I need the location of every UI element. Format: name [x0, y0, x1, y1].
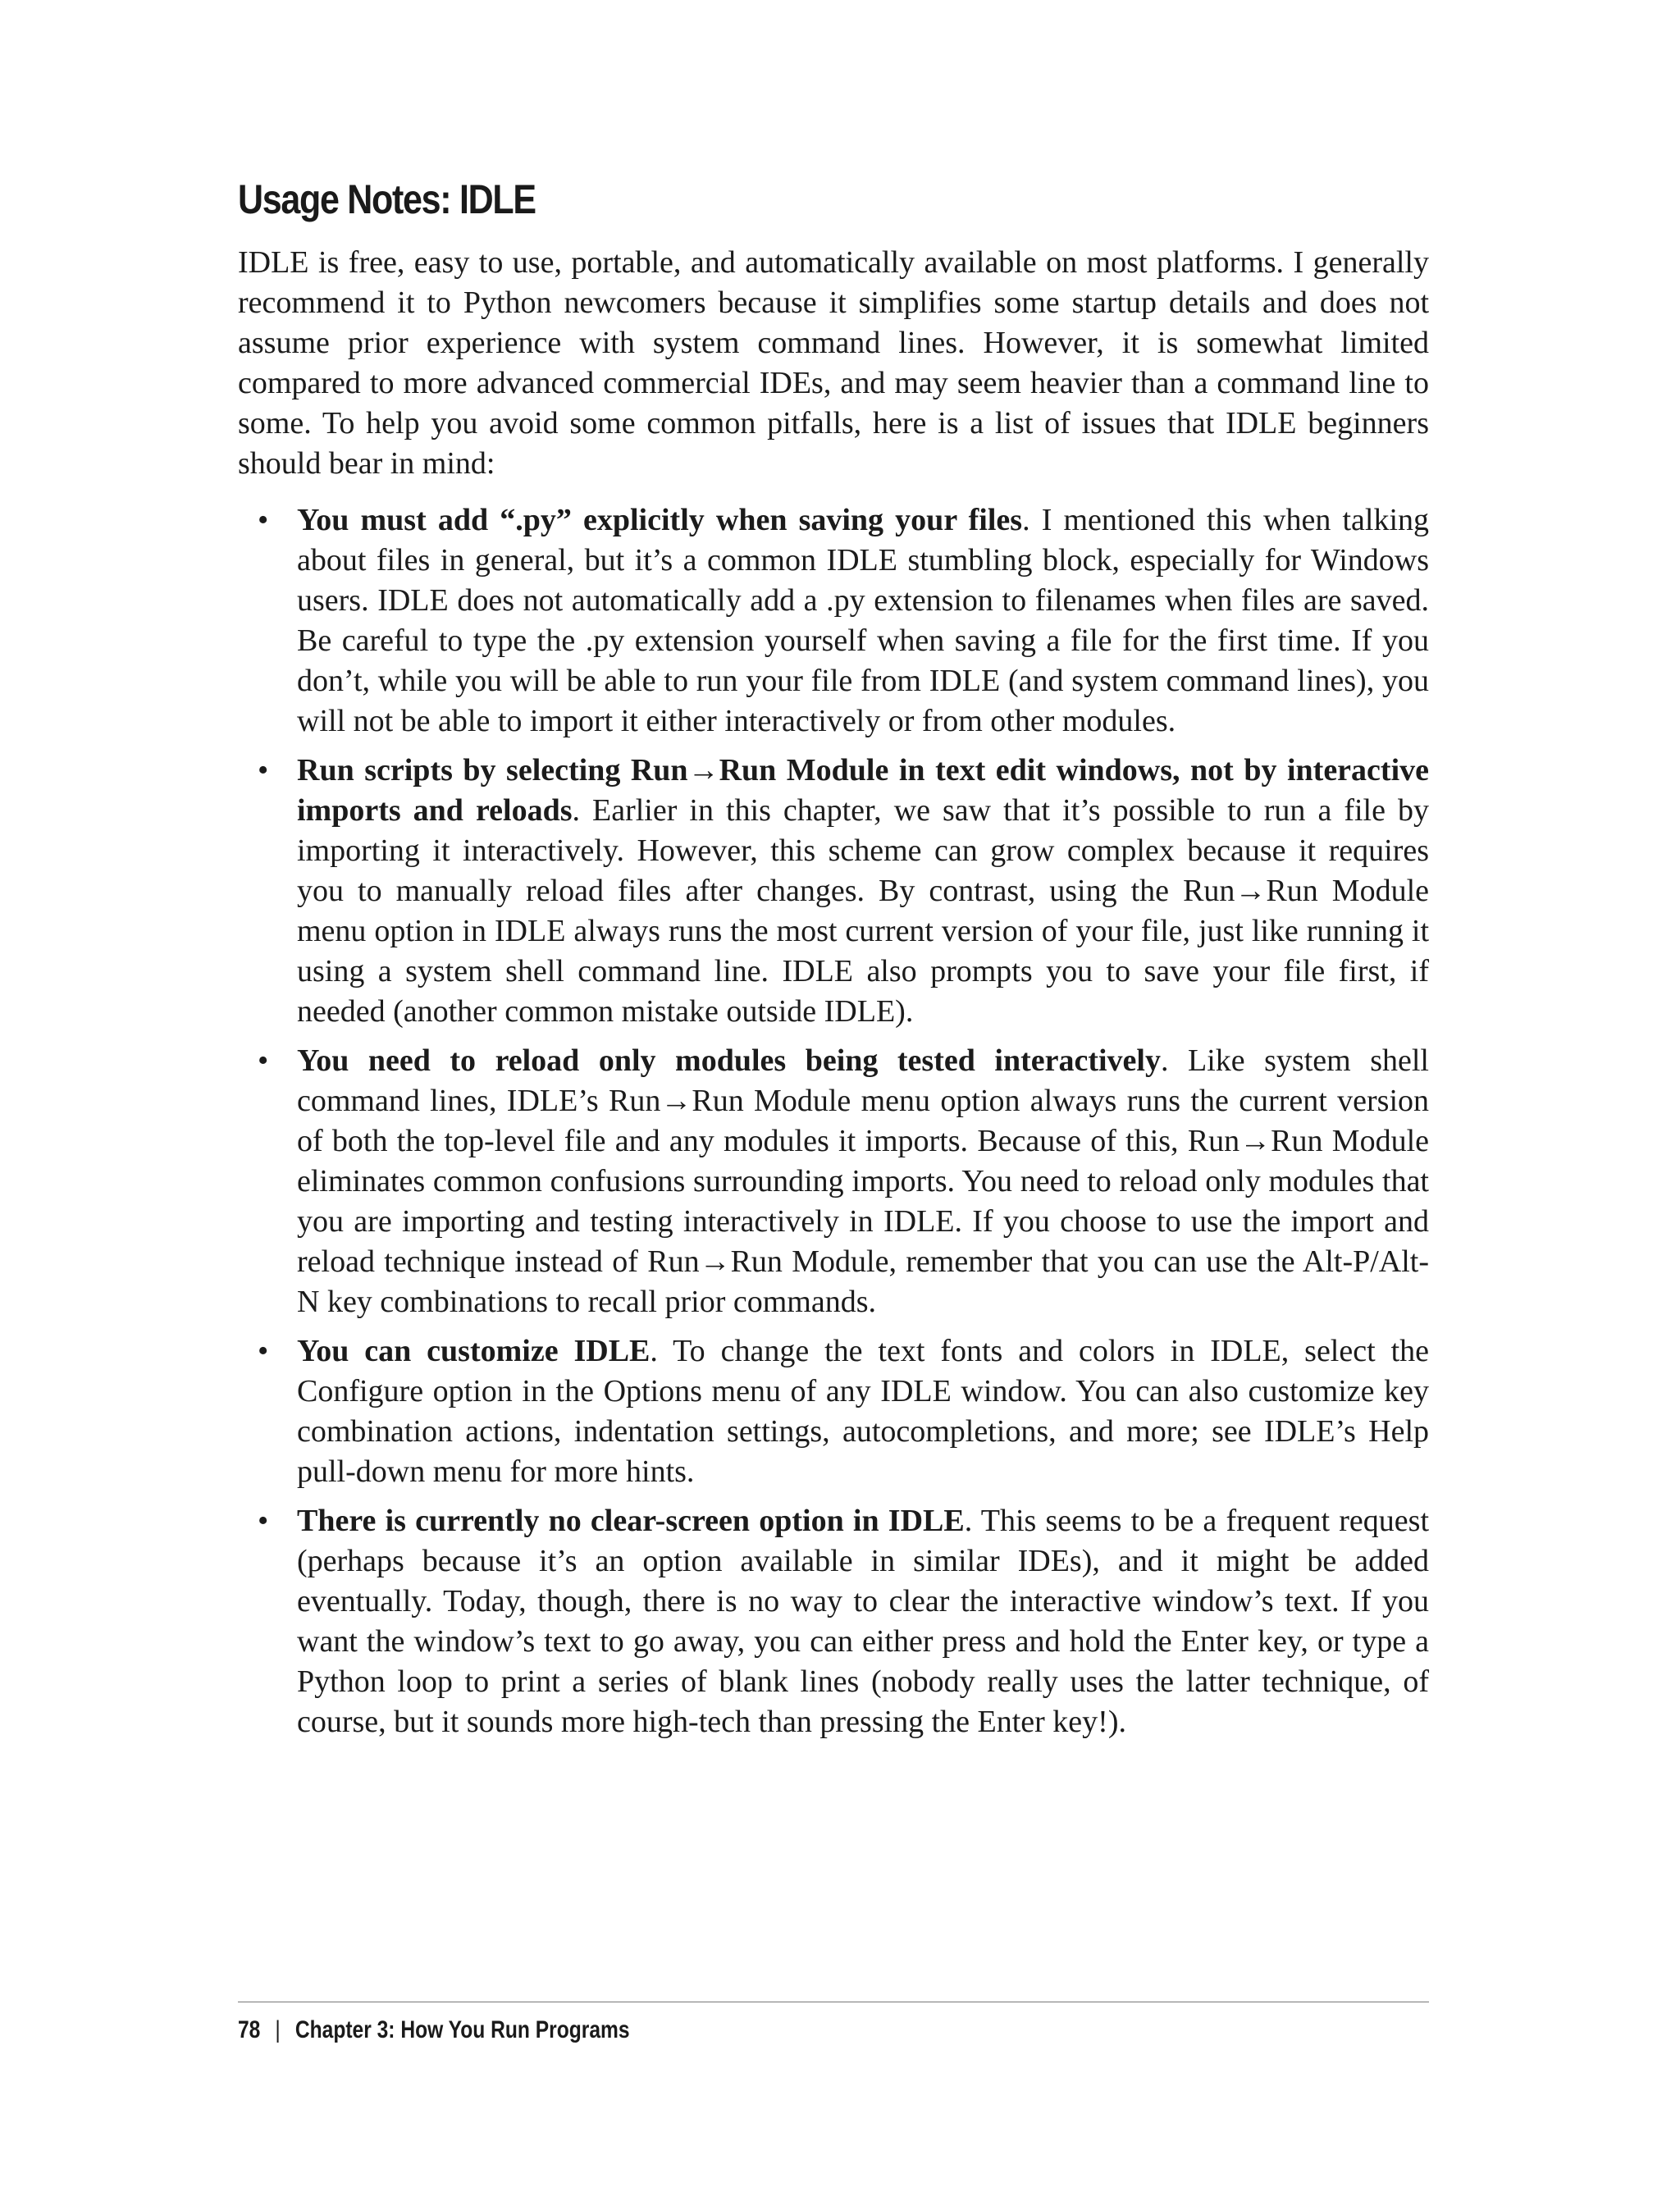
bullet-icon: • [258, 1334, 269, 1368]
bullet-icon: • [258, 753, 269, 788]
note-lead: There is currently no clear-screen option in IDLE [297, 1504, 965, 1538]
note-lead: You need to reload only modules being tested interactively [297, 1043, 1161, 1078]
note-text: . Like system shell command lines, IDLE’s Run→Run Module menu option always runs the current version of both the top-level file and any modules it imports. Because of this, Run→Run Module eliminates common confusions surrounding imports. You need to reload only modules that you are importing and testing interactively in IDLE. If you choose to use the import and reload technique instead of Run→Run Module, remember that you can use the Alt-P/Alt-N key combinations to recall prior commands. [297, 1043, 1429, 1319]
chapter-title: Chapter 3: How You Run Programs [294, 2016, 630, 2043]
list-item [238, 1041, 1429, 1322]
list-item [238, 1501, 1429, 1742]
bullet-icon: • [258, 1504, 269, 1538]
footer-separator: | [275, 2016, 281, 2043]
list-item [238, 751, 1429, 1032]
note-lead: Run scripts by selecting Run→Run Module in text edit windows, not by interactive imports and reloads [297, 753, 1429, 828]
page-number: 78 [238, 2016, 261, 2043]
list-item [238, 500, 1429, 742]
note-lead: You must add “.py” explicitly when saving your files [297, 503, 1023, 537]
note-lead: You can customize IDLE [297, 1334, 651, 1368]
bullet-icon: • [258, 503, 269, 537]
page-footer [238, 2016, 630, 2044]
page-body [238, 243, 1429, 1751]
note-text: . I mentioned this when talking about files in general, but it’s a common IDLE stumbling block, especially for Windows users. IDLE does not automatically add a .py extension to filenames when files are saved. Be careful to type the .py extension yourself when saving a file for the first time. If you don’t, while you will be able to run your file from IDLE (and system command lines), you will not be able to import it either interactively or from other modules. [297, 503, 1430, 738]
section-title: Usage Notes: IDLE [238, 176, 536, 222]
note-text: . Earlier in this chapter, we saw that it’s possible to run a file by importing it interactively. However, this scheme can grow complex because it requires you to manually reload files after changes. By contrast, using the Run→Run Module menu option in IDLE always runs the most current version of your file, just like running it using a system shell command line. IDLE also prompts you to save your file first, if needed (another common mistake outside IDLE). [297, 793, 1429, 1029]
note-text: . This seems to be a frequent request (perhaps because it’s an option available in similar IDEs), and it might be added eventually. Today, though, there is no way to clear the interactive window’s text. If you want the window’s text to go away, you can either press and hold the Enter key, or type a Python loop to print a series of blank lines (nobody really uses the latter technique, of course, but it sounds more high-tech than pressing the Enter key!). [297, 1504, 1429, 1739]
list-item [238, 1331, 1429, 1492]
intro-paragraph: IDLE is free, easy to use, portable, and automatically available on most platforms. I generally recommend it to Python newcomers because it simplifies some startup details and does not assume prior experience with system command lines. However, it is somewhat limited compared to more advanced commercial IDEs, and may seem heavier than a command line to some. To help you avoid some common pitfalls, here is a list of issues that IDLE beginners should bear in mind: [238, 245, 1429, 481]
usage-notes-list [238, 500, 1429, 1742]
note-text: . To change the text fonts and colors in IDLE, select the Configure option in the Options menu of any IDLE window. You can also customize key combination actions, indentation settings, autocompletions, and more; see IDLE’s Help pull-down menu for more hints. [297, 1334, 1429, 1489]
bullet-icon: • [258, 1043, 269, 1078]
